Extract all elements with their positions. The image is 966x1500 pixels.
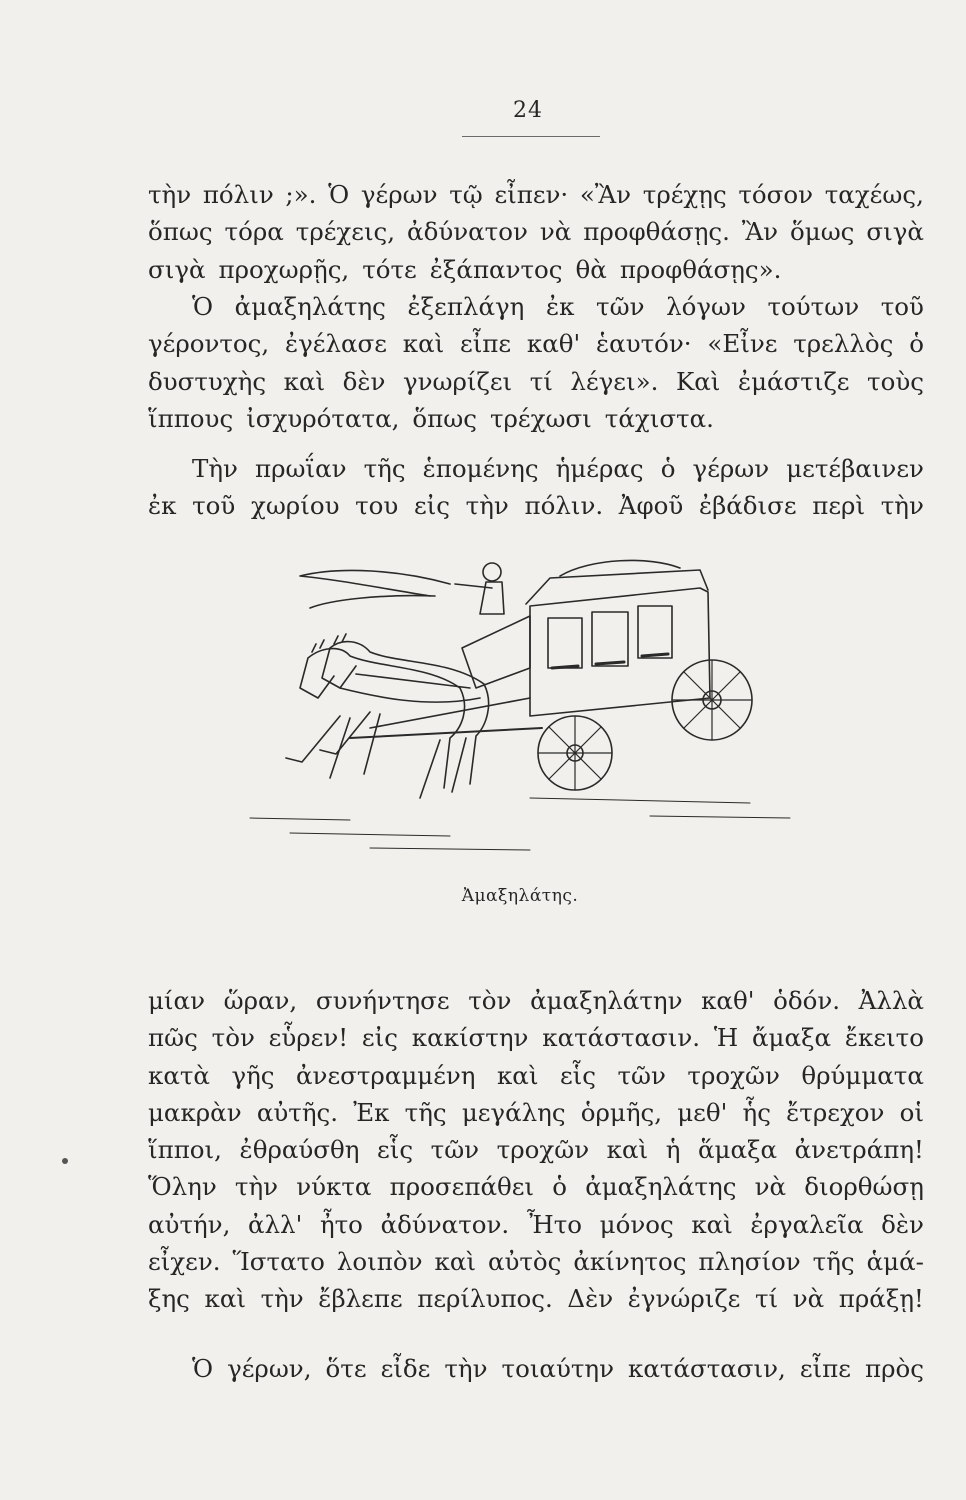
word: κατὰ	[148, 1060, 210, 1090]
word: τοιαύτην	[501, 1354, 614, 1383]
word: μετέβαινεν	[786, 454, 924, 483]
word: δὲν	[342, 366, 386, 396]
word: εἷς	[377, 1135, 414, 1165]
driver-head	[483, 563, 501, 581]
word: νὰ	[792, 1284, 825, 1314]
word: εἶδε	[380, 1354, 431, 1383]
word: πρὸς	[864, 1354, 924, 1383]
whip-line	[300, 570, 450, 596]
word: κατάστασιν,	[628, 1354, 786, 1383]
word: πρωΐαν	[255, 454, 347, 483]
word: τὴν	[880, 491, 924, 521]
word: Ἂν	[741, 217, 779, 247]
word: τί	[754, 1284, 779, 1314]
word: ἐμάστιζε	[737, 366, 850, 396]
word: καὶ	[283, 366, 326, 396]
word: λέγει».	[570, 366, 659, 396]
word: ἰσχυρότατα,	[246, 403, 400, 433]
word: μεγάλης	[461, 1097, 566, 1127]
word: νὰ	[539, 217, 572, 247]
word: «Εἶνε	[707, 329, 778, 359]
word: περὶ	[812, 491, 866, 521]
word: πῶς	[148, 1023, 198, 1053]
word: τὴν	[234, 1172, 279, 1202]
word: ὁ	[552, 1172, 568, 1202]
word: ἔτρεχον	[786, 1097, 885, 1127]
word: θὰ	[575, 254, 607, 284]
word: τῆς	[812, 1247, 855, 1277]
text-line	[148, 363, 924, 400]
word: ἀμαξηλάτης	[234, 292, 386, 321]
word: τρέχεις,	[295, 217, 396, 247]
word: ἐκ	[148, 491, 177, 521]
word: ἀδύνατον.	[380, 1209, 510, 1239]
word: εἷς	[559, 1060, 596, 1090]
word: εἶχεν.	[148, 1247, 221, 1277]
text-line	[148, 1243, 924, 1280]
page-number: 24	[513, 98, 543, 123]
coach-body	[530, 588, 710, 716]
word: καθ'	[526, 329, 581, 359]
word: Τὴν	[192, 454, 238, 483]
word: τόρα	[224, 217, 284, 247]
word: ἵπποι,	[148, 1135, 222, 1165]
word: Ἀλλὰ	[858, 986, 924, 1015]
word: ἐργαλεῖα	[750, 1209, 864, 1239]
word: ἀνετράπη!	[794, 1135, 924, 1165]
margin-mark	[62, 1158, 68, 1164]
word: τῶν	[617, 1060, 666, 1090]
word: Δὲν	[567, 1284, 614, 1314]
word: διορθώσῃ	[804, 1172, 924, 1202]
word: ὥραν,	[223, 986, 298, 1015]
word: αὐτῆς.	[256, 1097, 339, 1127]
word: εὗρεν!	[268, 1023, 349, 1053]
word: περίλυπος.	[417, 1284, 553, 1314]
word: τί	[529, 366, 553, 396]
word: νύκτα	[296, 1172, 372, 1202]
word: καθ'	[701, 986, 755, 1015]
word: μίαν	[148, 986, 205, 1015]
word: καὶ	[402, 329, 445, 359]
word: εἶπε	[460, 329, 512, 359]
text-line	[148, 325, 924, 362]
word: ἔκειτο	[844, 1023, 924, 1053]
word: εἶπεν·	[494, 180, 569, 209]
word: γέροντος,	[148, 329, 270, 359]
word: ἀμαξηλάτην	[530, 986, 683, 1015]
word: τοῦ	[880, 292, 924, 321]
word: ἀδύνατον	[407, 217, 528, 247]
word: Ἡ	[713, 1023, 739, 1053]
word: Ἦτο	[526, 1209, 583, 1239]
word: τὴν	[148, 180, 192, 209]
word: Ἵστατο	[232, 1247, 325, 1277]
word: ἁμά-	[866, 1247, 924, 1277]
word: τῆς	[363, 454, 406, 483]
text-line	[148, 487, 924, 524]
text-line	[148, 400, 924, 437]
word: σιγὰ	[866, 217, 924, 247]
word: δυστυχὴς	[148, 366, 267, 396]
word: ταχέως,	[824, 180, 924, 209]
word: ἐκ	[545, 292, 575, 321]
text-line	[148, 1057, 924, 1094]
stagecoach-illustration	[230, 548, 805, 863]
word: γνωρίζει	[403, 366, 513, 396]
word: τὴν	[260, 1284, 304, 1314]
word: ἀνεστραμμένη	[296, 1060, 476, 1090]
word: πράξῃ!	[838, 1284, 924, 1314]
coach-window	[548, 618, 582, 668]
word: εἶπε	[799, 1354, 851, 1383]
word: προφθάσῃς».	[619, 254, 782, 284]
word: τρέχωσι	[489, 403, 592, 433]
word: Καὶ	[675, 366, 721, 396]
word: σιγὰ	[148, 254, 206, 284]
word: τὸν	[468, 986, 512, 1015]
word: μεθ'	[677, 1097, 728, 1127]
word: τῷ	[449, 180, 483, 209]
text-line	[148, 176, 924, 213]
text-line	[148, 1280, 924, 1317]
word: προφθάσῃς.	[583, 217, 730, 247]
word: πλησίον	[698, 1247, 801, 1277]
word: οἱ	[899, 1097, 924, 1127]
text-line	[148, 1168, 924, 1205]
word: νὰ	[754, 1172, 787, 1202]
word: ἐγνώριζε	[627, 1284, 741, 1314]
word: λοιπὸν	[336, 1247, 423, 1277]
word: ἐξάπαντος	[429, 254, 563, 284]
word: ὅπως	[412, 403, 477, 433]
paragraph-1	[148, 176, 924, 288]
word: τροχῶν	[687, 1060, 780, 1090]
word: ἀμαξηλάτης	[585, 1172, 737, 1202]
text-line	[148, 288, 924, 325]
word: συνήντησε	[315, 986, 450, 1015]
word: ἵππους	[148, 403, 234, 433]
word: ;».	[285, 180, 317, 209]
word: ὁ	[660, 454, 676, 483]
word: ἑαυτόν·	[596, 329, 692, 359]
word: Ἀφοῦ	[618, 491, 684, 521]
word: ἡμέρας	[555, 454, 644, 483]
word: χωρίου	[250, 491, 340, 521]
word: ἅμαξα	[697, 1135, 778, 1165]
word: καὶ	[496, 1060, 539, 1090]
word: προχωρῇς,	[218, 254, 350, 284]
word: ἧς	[742, 1097, 771, 1127]
word: καὶ	[691, 1209, 733, 1239]
word: τούτων	[767, 292, 860, 321]
word: πόλιν	[202, 180, 274, 209]
word: ξης	[148, 1284, 190, 1314]
text-line	[148, 1094, 924, 1131]
word: ἦτο	[319, 1209, 363, 1239]
ground-hatch	[250, 798, 790, 850]
word: ὁ	[909, 329, 924, 359]
word: ἀλλ'	[247, 1209, 303, 1239]
text-line	[148, 251, 924, 288]
text-line	[148, 982, 924, 1019]
illustration-caption: Ἀμαξηλάτης.	[461, 886, 579, 906]
word: τοῦ	[192, 491, 236, 521]
word: γέρων	[692, 454, 770, 483]
word: τότε	[362, 254, 417, 284]
word: ὅτε	[325, 1354, 367, 1383]
word: καὶ	[606, 1135, 649, 1165]
word: ἄμαξα	[752, 1023, 832, 1053]
whip-line	[310, 596, 435, 608]
paragraph-2	[148, 288, 924, 437]
word: τάχιστα.	[604, 403, 714, 433]
word: ὅμως	[790, 217, 855, 247]
word: ὅπως	[148, 217, 213, 247]
word: Ὁ	[192, 292, 214, 321]
word: τοὺς	[867, 366, 924, 396]
text-line	[148, 1019, 924, 1056]
word: πόλιν.	[524, 491, 604, 521]
text-line	[148, 1350, 924, 1387]
word: τρελλὸς	[793, 329, 894, 359]
word: γέρων,	[227, 1354, 312, 1383]
word: ὁρμῆς,	[580, 1097, 663, 1127]
word: Ὁ	[328, 180, 350, 209]
word: ἐθραύσθη	[239, 1135, 360, 1165]
word: ἀκίνητος	[573, 1247, 687, 1277]
word: τῆς	[404, 1097, 447, 1127]
word: τὸν	[211, 1023, 255, 1053]
word: μόνος	[599, 1209, 674, 1239]
word: τῶν	[430, 1135, 480, 1165]
word: ἡ	[665, 1135, 681, 1165]
word: τρέχῃς	[642, 180, 727, 209]
word: θρύμματα	[801, 1060, 924, 1090]
coach-window	[592, 612, 628, 666]
word: αὐτὸς	[487, 1247, 562, 1277]
paragraph-3	[148, 450, 924, 525]
word: ὁδόν.	[773, 986, 841, 1015]
word: ἔβλεπε	[318, 1284, 403, 1314]
word: εἰς	[413, 491, 451, 521]
word: τὴν	[465, 491, 509, 521]
word: καὶ	[434, 1247, 476, 1277]
word: Ἐκ	[353, 1097, 390, 1127]
word: ἐξεπλάγη	[407, 292, 525, 321]
text-line	[148, 450, 924, 487]
word: ἐβάδισε	[698, 491, 797, 521]
text-line	[148, 1206, 924, 1243]
word: δὲν	[881, 1209, 924, 1239]
word: τροχῶν	[496, 1135, 590, 1165]
coach-window	[638, 606, 672, 658]
horse-1	[286, 649, 465, 798]
paragraph-5	[148, 1350, 924, 1387]
header-rule	[462, 136, 600, 137]
word: τόσον	[738, 180, 814, 209]
word: αὐτήν,	[148, 1209, 231, 1239]
paragraph-4	[148, 982, 924, 1318]
word: κακίστην	[411, 1023, 529, 1053]
word: κατάστασιν.	[542, 1023, 701, 1053]
word: τὴν	[444, 1354, 488, 1383]
coach-pole	[350, 728, 542, 738]
word: προσεπάθει	[389, 1172, 535, 1202]
word: εἰς	[361, 1023, 398, 1053]
word: λόγων	[666, 292, 746, 321]
word: τῶν	[596, 292, 645, 321]
coach-roof	[526, 570, 708, 604]
text-line	[148, 1131, 924, 1168]
word: γέρων	[360, 180, 438, 209]
word: γῆς	[231, 1060, 275, 1090]
word: Ὁ	[192, 1354, 214, 1383]
word: του	[355, 491, 399, 521]
word: μακρὰν	[148, 1097, 242, 1127]
word: καὶ	[204, 1284, 246, 1314]
word: Ὅλην	[148, 1172, 217, 1202]
word: ἑπομένης	[422, 454, 539, 483]
word: «Ἂν	[579, 180, 632, 209]
word: ἐγέλασε	[284, 329, 387, 359]
text-line	[148, 213, 924, 250]
